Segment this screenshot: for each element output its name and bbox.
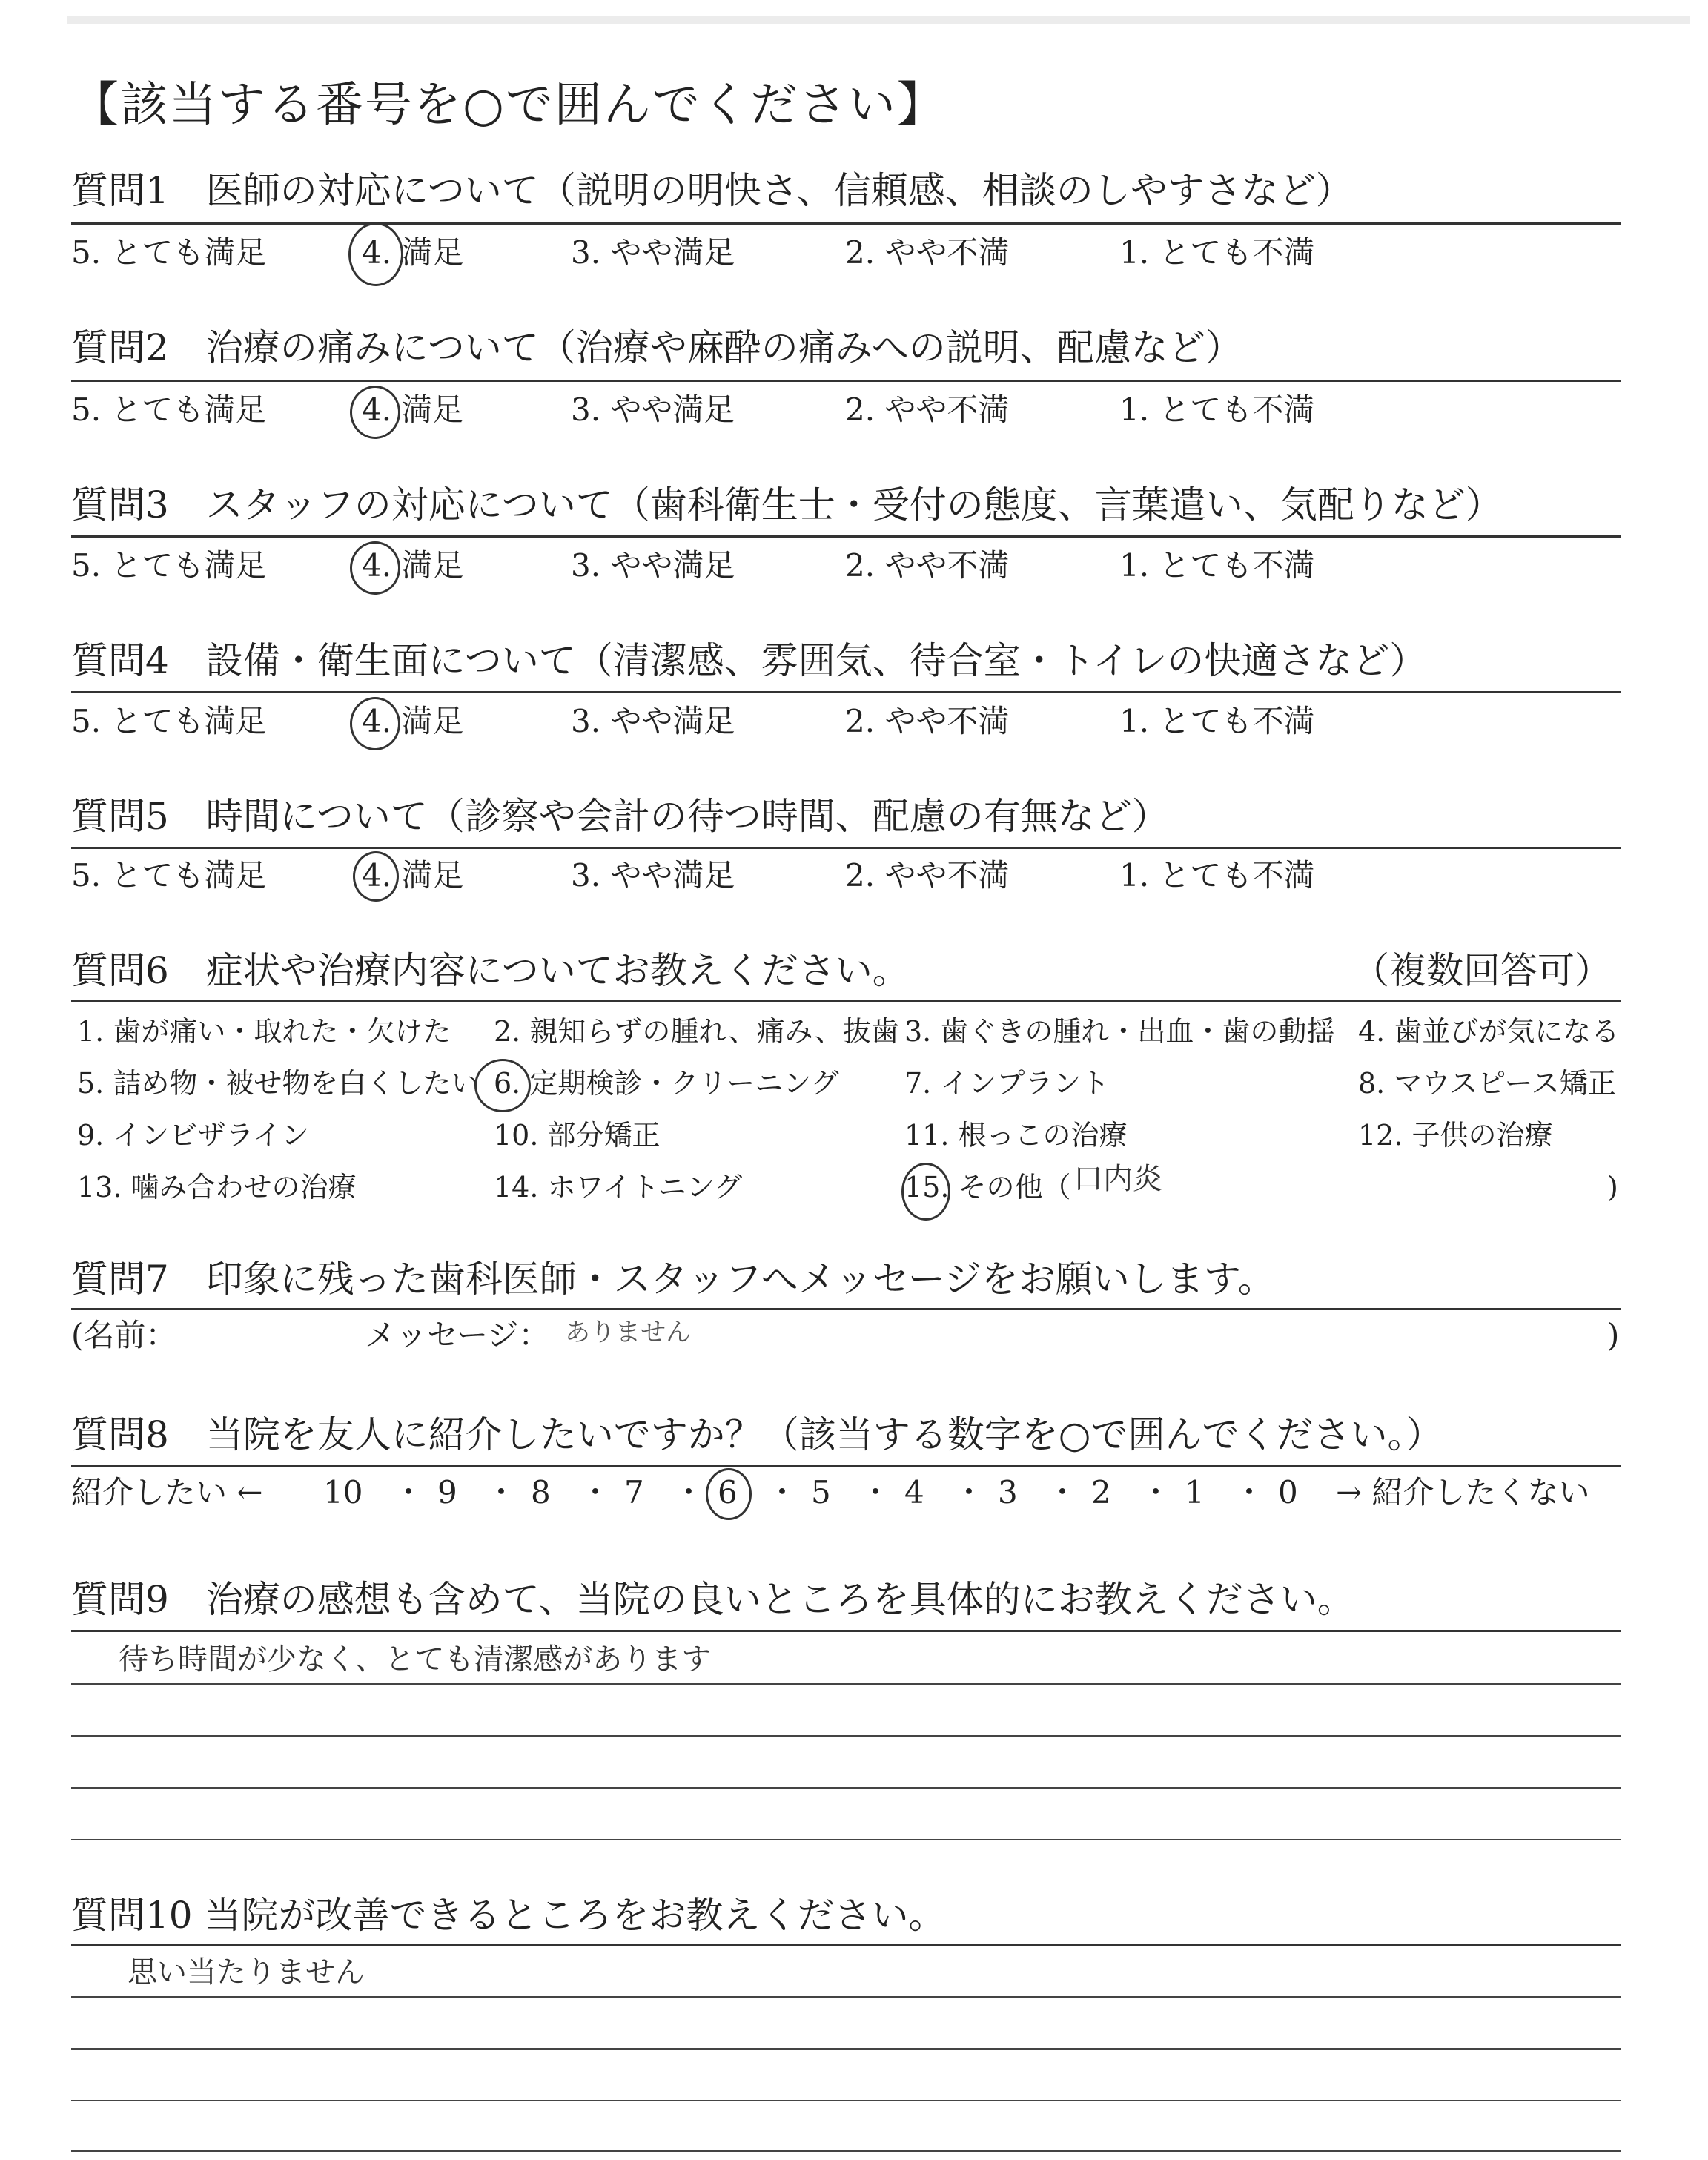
symptom-option[interactable]: 3. 歯ぐきの腫れ・出血・歯の動揺	[904, 1015, 1335, 1048]
rule	[71, 1465, 1621, 1467]
message-handwritten: ありません	[565, 1318, 691, 1347]
scan-edge	[67, 16, 1690, 24]
question-title: 質問5 時間について（診察や会計の待つ時間、配慮の有無など）	[71, 795, 1169, 838]
score-dot: ・	[767, 1474, 798, 1510]
answer-handwritten: 思い当たりません	[128, 1955, 365, 1989]
option-3[interactable]: 3. やや満足	[571, 547, 735, 584]
option-5[interactable]: 5. とても満足	[71, 857, 267, 894]
symptom-option[interactable]: 4. 歯並びが気になる	[1358, 1015, 1620, 1048]
option-2[interactable]: 2. やや不満	[845, 547, 1010, 584]
option-1[interactable]: 1. とても不満	[1119, 857, 1315, 894]
score-dot: ・	[953, 1474, 985, 1510]
other-handwritten-answer: 口内炎	[1073, 1162, 1162, 1196]
option-2[interactable]: 2. やや不満	[845, 392, 1010, 428]
selection-circle	[474, 1059, 531, 1112]
answer-line	[71, 1839, 1621, 1840]
selection-circle	[350, 386, 400, 439]
answer-line	[71, 1787, 1621, 1789]
rule	[71, 847, 1621, 849]
selection-circle	[348, 222, 403, 286]
other-close-paren: )	[1607, 1171, 1618, 1203]
answer-line	[71, 1996, 1621, 1998]
question-title: 質問4 設備・衛生面について（清潔感、雰囲気、待合室・トイレの快適さなど）	[71, 639, 1427, 682]
score-dot: ・	[1234, 1474, 1265, 1510]
rule	[71, 691, 1621, 693]
message-label: メッセージ：	[365, 1317, 550, 1353]
score-1[interactable]: 1	[1185, 1474, 1205, 1510]
name-label: (名前：	[71, 1317, 177, 1353]
rule	[71, 535, 1621, 538]
answer-line	[71, 1735, 1621, 1737]
score-2[interactable]: 2	[1091, 1474, 1111, 1510]
recommend-left-label: 紹介したい ←	[71, 1474, 263, 1510]
score-dot: ・	[673, 1474, 705, 1510]
score-4[interactable]: 4	[904, 1474, 924, 1510]
symptom-option[interactable]: 8. マウスピース矯正	[1358, 1067, 1616, 1100]
question-title: 質問10 当院が改善できるところをお教えください。	[71, 1894, 946, 1937]
selection-circle	[706, 1468, 752, 1520]
option-1[interactable]: 1. とても不満	[1119, 547, 1315, 584]
selection-circle	[901, 1163, 950, 1221]
score-9[interactable]: 9	[437, 1474, 457, 1510]
symptom-option[interactable]: 10. 部分矯正	[494, 1119, 661, 1152]
option-1[interactable]: 1. とても不満	[1119, 703, 1315, 739]
page-header: 【該当する番号を○で囲んでください】	[71, 78, 946, 133]
option-4[interactable]: 4. 満足	[362, 234, 464, 271]
selection-circle	[353, 851, 399, 902]
symptom-option[interactable]: 13. 噛み合わせの治療	[77, 1171, 357, 1203]
question-title: 質問6 症状や治療内容についてお教えください。	[71, 949, 910, 992]
rule	[71, 1944, 1621, 1946]
score-3[interactable]: 3	[998, 1474, 1018, 1510]
option-2[interactable]: 2. やや不満	[845, 857, 1010, 894]
score-5[interactable]: 5	[811, 1474, 831, 1510]
symptom-option[interactable]: 2. 親知らずの腫れ、痛み、抜歯	[494, 1015, 899, 1048]
option-3[interactable]: 3. やや満足	[571, 392, 735, 428]
option-5[interactable]: 5. とても満足	[71, 392, 267, 428]
question-title: 質問8 当院を友人に紹介したいですか？（該当する数字を○で囲んでください。）	[71, 1413, 1443, 1456]
rule	[71, 380, 1621, 382]
symptom-option[interactable]: 12. 子供の治療	[1358, 1119, 1553, 1152]
answer-line	[71, 2048, 1621, 2050]
score-dot: ・	[1140, 1474, 1172, 1510]
option-2[interactable]: 2. やや不満	[845, 703, 1010, 739]
answer-line	[71, 2150, 1621, 2152]
score-0[interactable]: 0	[1278, 1474, 1298, 1510]
selection-circle	[350, 697, 400, 750]
option-4[interactable]: 4. 満足	[362, 703, 464, 739]
option-5[interactable]: 5. とても満足	[71, 234, 267, 271]
score-8[interactable]: 8	[531, 1474, 551, 1510]
symptom-option[interactable]: 6. 定期検診・クリーニング	[494, 1067, 839, 1100]
option-3[interactable]: 3. やや満足	[571, 703, 735, 739]
score-6[interactable]: 6	[718, 1474, 738, 1510]
option-4[interactable]: 4. 満足	[362, 547, 464, 584]
option-2[interactable]: 2. やや不満	[845, 234, 1010, 271]
question-title: 質問3 スタッフの対応について（歯科衛生士・受付の態度、言葉遣い、気配りなど）	[71, 483, 1503, 526]
option-1[interactable]: 1. とても不満	[1119, 392, 1315, 428]
symptom-option[interactable]: 1. 歯が痛い・取れた・欠けた	[77, 1015, 451, 1048]
symptom-option[interactable]: 9. インビザライン	[77, 1119, 310, 1152]
score-dot: ・	[393, 1474, 425, 1510]
rule	[71, 1000, 1621, 1002]
option-3[interactable]: 3. やや満足	[571, 234, 735, 271]
symptom-option[interactable]: 7. インプラント	[904, 1067, 1110, 1100]
recommend-right-label: → 紹介したくない	[1336, 1474, 1590, 1510]
selection-circle	[350, 541, 400, 595]
score-dot: ・	[1047, 1474, 1079, 1510]
answer-line	[71, 2100, 1621, 2101]
symptom-option-other[interactable]: 15. その他（	[904, 1171, 1071, 1203]
multiple-answer-note: （複数回答可）	[1352, 949, 1612, 992]
option-5[interactable]: 5. とても満足	[71, 547, 267, 584]
answer-line	[71, 1683, 1621, 1685]
option-4[interactable]: 4. 満足	[362, 392, 464, 428]
score-7[interactable]: 7	[624, 1474, 644, 1510]
symptom-option[interactable]: 5. 詰め物・被せ物を白くしたい	[77, 1067, 480, 1100]
question-title: 質問1 医師の対応について（説明の明快さ、信頼感、相談のしやすさなど）	[71, 169, 1353, 212]
score-dot: ・	[486, 1474, 517, 1510]
rule	[71, 222, 1621, 225]
symptom-option[interactable]: 14. ホワイトニング	[494, 1171, 743, 1203]
score-dot: ・	[580, 1474, 612, 1510]
score-10[interactable]: 10	[323, 1474, 363, 1510]
question-title: 質問9 治療の感想も含めて、当院の良いところを具体的にお教えください。	[71, 1578, 1354, 1621]
message-close-paren: )	[1607, 1317, 1620, 1353]
symptom-option[interactable]: 11. 根っこの治療	[904, 1119, 1128, 1152]
rule	[71, 1630, 1621, 1632]
answer-handwritten: 待ち時間が少なく、とても清潔感があります	[119, 1642, 712, 1677]
option-5[interactable]: 5. とても満足	[71, 703, 267, 739]
option-1[interactable]: 1. とても不満	[1119, 234, 1315, 271]
score-dot: ・	[860, 1474, 892, 1510]
option-4[interactable]: 4. 満足	[362, 857, 464, 894]
option-3[interactable]: 3. やや満足	[571, 857, 735, 894]
rule	[71, 1308, 1621, 1310]
question-title: 質問7 印象に残った歯科医師・スタッフへメッセージをお願いします。	[71, 1258, 1275, 1301]
question-title: 質問2 治療の痛みについて（治療や麻酔の痛みへの説明、配慮など）	[71, 326, 1242, 369]
